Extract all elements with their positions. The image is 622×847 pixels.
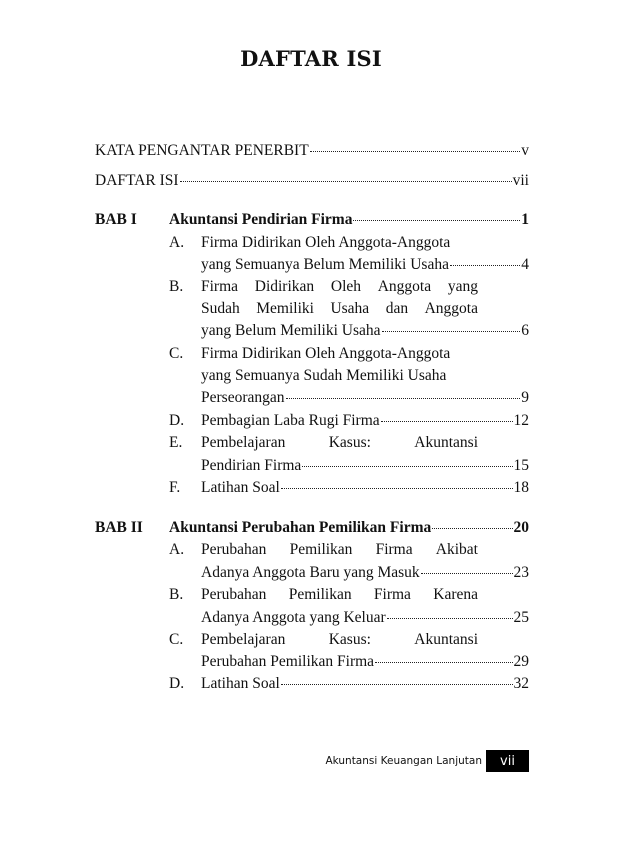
section-letter: C. [169,631,184,648]
section-page: 6 [521,322,529,339]
section-title-line[interactable] [201,586,478,604]
footer-book-title: Akuntansi Keuangan Lanjutan [325,755,482,767]
word: yang [447,278,478,295]
dot-leader [382,331,521,332]
section-title-line[interactable] [201,278,478,296]
section-title-line: Latihan Soal [201,675,280,692]
toc-entry-page: vii [512,172,529,189]
dot-leader [375,662,512,663]
chapter-page: 1 [521,211,529,228]
section-letter: A. [169,541,185,558]
section-title-line[interactable] [201,631,478,649]
footer-page-number: vii [486,750,529,772]
toc-section-1f[interactable] [201,479,529,497]
section-title-line: Adanya Anggota yang Keluar [201,609,386,626]
word: Pemilikan [289,541,353,558]
word: Perubahan [201,586,267,603]
dot-leader [432,528,512,529]
section-page: 25 [513,609,529,626]
section-title-line[interactable] [201,434,478,452]
toc-section-1a[interactable] [201,256,529,274]
word: Akibat [435,541,478,558]
section-page: 23 [513,564,529,581]
word: Anggota [377,278,432,295]
section-letter: A. [169,234,185,251]
toc-section-1e[interactable] [201,457,529,475]
word: Firma [373,586,411,603]
toc-entry-label: DAFTAR ISI [95,172,179,189]
section-page: 4 [521,256,529,273]
word: Pembelajaran [201,631,286,648]
toc-entry-kata-pengantar[interactable] [95,142,529,160]
toc-section-1c[interactable] [201,389,529,407]
page-title: DAFTAR ISI [240,46,382,71]
word: Perubahan [201,541,267,558]
toc-section-1d[interactable] [201,412,529,430]
toc-section-2a[interactable] [201,564,529,582]
section-page: 15 [513,457,529,474]
word: Kasus: [328,434,371,451]
section-page: 29 [513,653,529,670]
section-title-line: Adanya Anggota Baru yang Masuk [201,564,420,581]
chapter-page: 20 [513,519,529,536]
section-title-line[interactable] [201,300,478,318]
word: Firma [201,278,239,295]
section-page: 32 [513,675,529,692]
section-title-line: Pendirian Firma [201,457,302,474]
dot-leader [387,618,513,619]
section-page: 9 [521,389,529,406]
section-title-line: yang Semuanya Belum Memiliki Usaha [201,256,449,273]
word: Usaha [330,300,370,317]
section-letter: D. [169,412,185,429]
section-title-line: Perubahan Pemilikan Firma [201,653,375,670]
word: Akuntansi [414,434,478,451]
word: Sudah [201,300,240,317]
word: dan [385,300,409,317]
word: Karena [433,586,478,603]
word: Anggota [424,300,478,317]
word: Oleh [330,278,362,295]
toc-entry-label: KATA PENGANTAR PENERBIT [95,142,309,159]
word: Kasus: [328,631,371,648]
section-letter: B. [169,586,184,603]
section-title-line[interactable]: Firma Didirikan Oleh Anggota-Anggota [201,345,451,362]
dot-leader [286,398,521,399]
toc-section-2c[interactable] [201,653,529,671]
section-title-line: Latihan Soal [201,479,280,496]
dot-leader [281,488,513,489]
toc-chapter-1[interactable] [169,211,529,229]
toc-entry-daftar-isi[interactable] [95,172,529,190]
word: Didirikan [254,278,315,295]
section-page: 12 [513,412,529,429]
word: Pemilikan [288,586,352,603]
dot-leader [450,265,520,266]
word: Memiliki [256,300,314,317]
toc-section-1b[interactable] [201,322,529,340]
section-title-line: Pembagian Laba Rugi Firma [201,412,380,429]
section-letter: C. [169,345,184,362]
section-title-line: yang Belum Memiliki Usaha [201,322,381,339]
chapter-title: Akuntansi Pendirian Firma [169,211,353,228]
toc-section-2b[interactable] [201,609,529,627]
section-title-line[interactable]: Firma Didirikan Oleh Anggota-Anggota [201,234,451,251]
section-letter: E. [169,434,183,451]
chapter-title: Akuntansi Perubahan Pemilikan Firma [169,519,432,536]
word: Akuntansi [414,631,478,648]
dot-leader [381,421,513,422]
dot-leader [421,573,513,574]
dot-leader [281,684,513,685]
word: Pembelajaran [201,434,286,451]
word: Firma [375,541,413,558]
section-title-line[interactable]: yang Semuanya Sudah Memiliki Usaha [201,367,447,384]
section-letter: D. [169,675,185,692]
chapter-label: BAB I [95,211,137,228]
dot-leader [353,220,520,221]
dot-leader [310,151,521,152]
section-page: 18 [513,479,529,496]
section-title-line: Perseorangan [201,389,285,406]
dot-leader [180,181,512,182]
dot-leader [302,466,512,467]
section-letter: B. [169,278,184,295]
toc-section-2d[interactable] [201,675,529,693]
section-title-line[interactable] [201,541,478,559]
toc-entry-page: v [521,142,529,159]
chapter-label: BAB II [95,519,143,536]
section-letter: F. [169,479,181,496]
toc-chapter-2[interactable] [169,519,529,537]
